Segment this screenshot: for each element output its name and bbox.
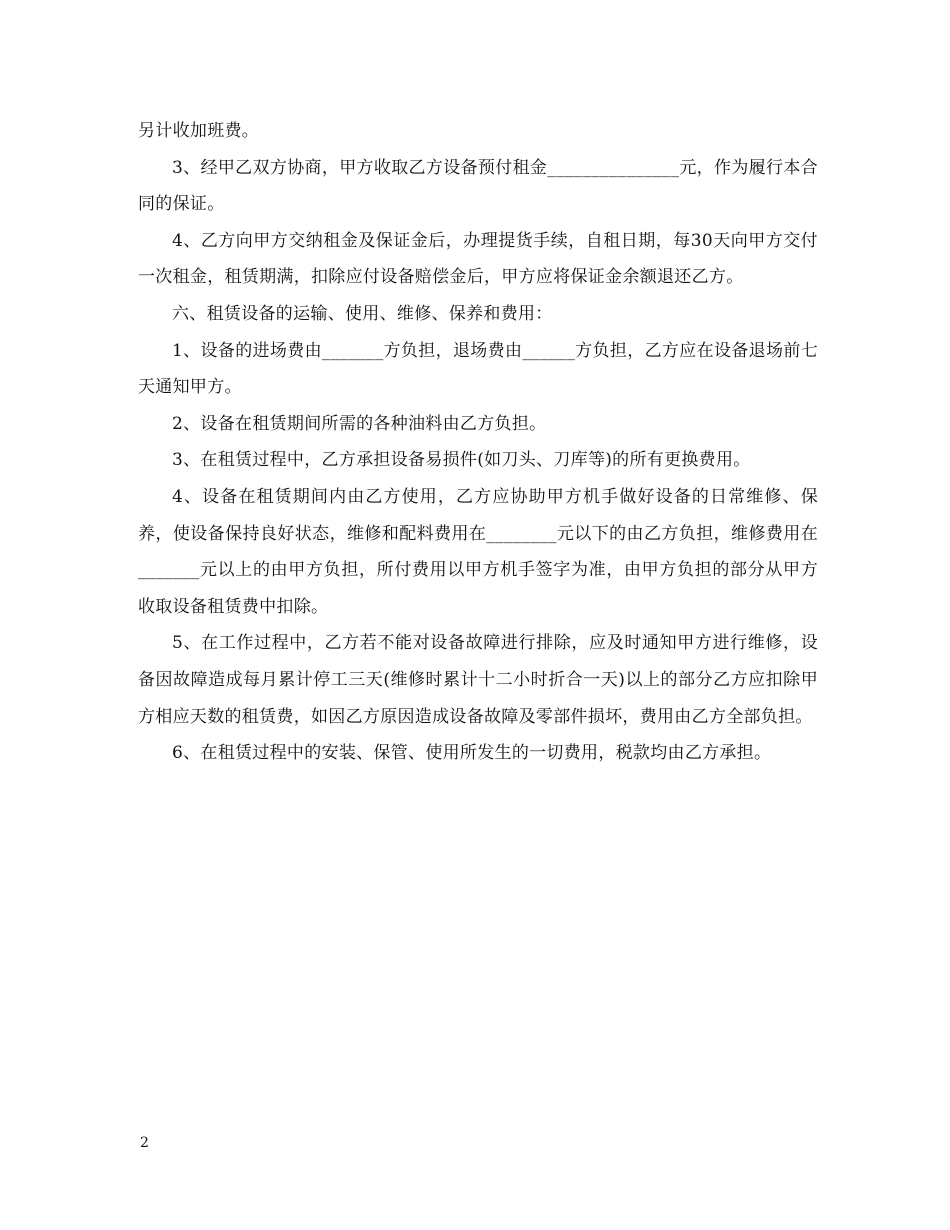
- paragraph-prepaid-rent: 3、经甲乙双方协商，甲方收取乙方设备预付租金_______________元，作为履行本合同的保证。: [138, 157, 818, 215]
- section-heading-transport-use-repair: 六、租赁设备的运输、使用、维修、保养和费用：: [172, 303, 553, 324]
- paragraph-fuel: 2、设备在租赁期间所需的各种油料由乙方负担。: [172, 413, 547, 434]
- paragraph-rent-and-deposit: 4、乙方向甲方交纳租金及保证金后，办理提货手续，自租日期，每30天向甲方交付一次租金，租赁期满，扣除应付设备赔偿金后，甲方应将保证金余额退还乙方。: [138, 230, 818, 288]
- paragraph-fault-handling: 5、在工作过程中，乙方若不能对设备故障进行排除，应及时通知甲方进行维修，设备因故障造成每月累计停工三天(维修时累计十二小时折合一天)以上的部分乙方应扣除甲方相应天数的租赁费，如因乙方原因造成设备故障及零部件损坏，费用由乙方全部负担。: [138, 633, 818, 727]
- paragraph-other-costs: 6、在租赁过程中的安装、保管、使用所发生的一切费用，税款均由乙方承担。: [172, 743, 772, 764]
- paragraph-maintenance: 4、设备在租赁期间内由乙方使用，乙方应协助甲方机手做好设备的日常维修、保养，使设备保持良好状态，维修和配料费用在________元以下的由乙方负担，维修费用在_______元以上的由甲方负担，所付费用以甲方机手签字为准，由甲方负担的部分从甲方收取设备租赁费中扣除。: [138, 486, 818, 617]
- page-number: 2: [140, 1135, 149, 1151]
- paragraph-overtime-fee: 另计收加班费。: [138, 121, 260, 141]
- paragraph-wear-parts: 3、在租赁过程中，乙方承担设备易损件(如刀头、刀库等)的所有更换费用。: [172, 450, 751, 471]
- paragraph-entry-exit-fees: 1、设备的进场费由_______方负担，退场费由______方负担，乙方应在设备退场前七天通知甲方。: [138, 340, 818, 398]
- document-body: [138, 113, 818, 772]
